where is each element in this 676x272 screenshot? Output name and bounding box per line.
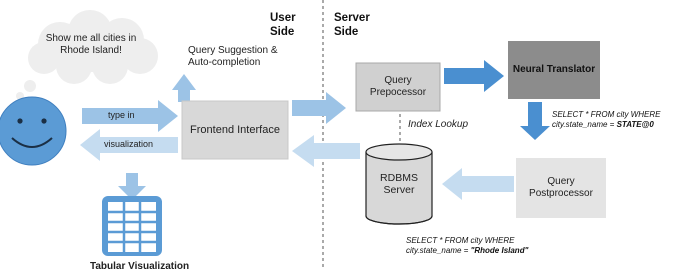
table-icon [102, 196, 162, 256]
tabular-down-arrow [118, 173, 146, 200]
user-face-icon [0, 97, 66, 165]
sql-final-line2-prefix: city.state_name = [406, 246, 471, 255]
postprocessor-to-rdbms-arrow [442, 168, 514, 200]
query-suggestion-label: Query Suggestion & Auto-completion [188, 45, 278, 68]
query-postprocessor-label: Query Postprocessor [529, 176, 593, 199]
sql-template-line2-prefix: city.state_name = [552, 120, 617, 129]
frontend-interface-label: Frontend Interface [190, 123, 280, 136]
user-side-heading: User Side [270, 12, 296, 38]
sql-template-value: STATE@0 [616, 120, 654, 129]
rdbms-server-label: RDBMS Server [380, 172, 418, 196]
type-in-label: type in [108, 110, 135, 120]
speech-bubble-text: Show me all cities in Rhode Island! [45, 33, 137, 56]
index-lookup-label: Index Lookup [408, 119, 469, 130]
query-preprocessor-label: Query Prepocessor [369, 75, 427, 98]
sql-template [552, 110, 660, 130]
preprocessor-to-translator-arrow [444, 60, 504, 92]
neural-translator-label: Neural Translator [512, 64, 596, 75]
frontend-to-preprocessor-arrow [292, 92, 346, 124]
visualization-label: visualization [104, 139, 154, 149]
sql-final-value: "Rhode Island" [470, 246, 529, 255]
server-side-heading: Server Side [334, 12, 370, 38]
sql-final-line1: SELECT * FROM city WHERE [406, 236, 515, 245]
suggestion-up-arrow [172, 74, 196, 102]
rdbms-to-frontend-arrow [292, 135, 360, 167]
tabular-visualization-label: Tabular Visualization [90, 261, 190, 272]
sql-final [406, 236, 528, 256]
sql-template-line1: SELECT * FROM city WHERE [552, 110, 661, 119]
translator-to-postprocessor-arrow [520, 102, 550, 140]
